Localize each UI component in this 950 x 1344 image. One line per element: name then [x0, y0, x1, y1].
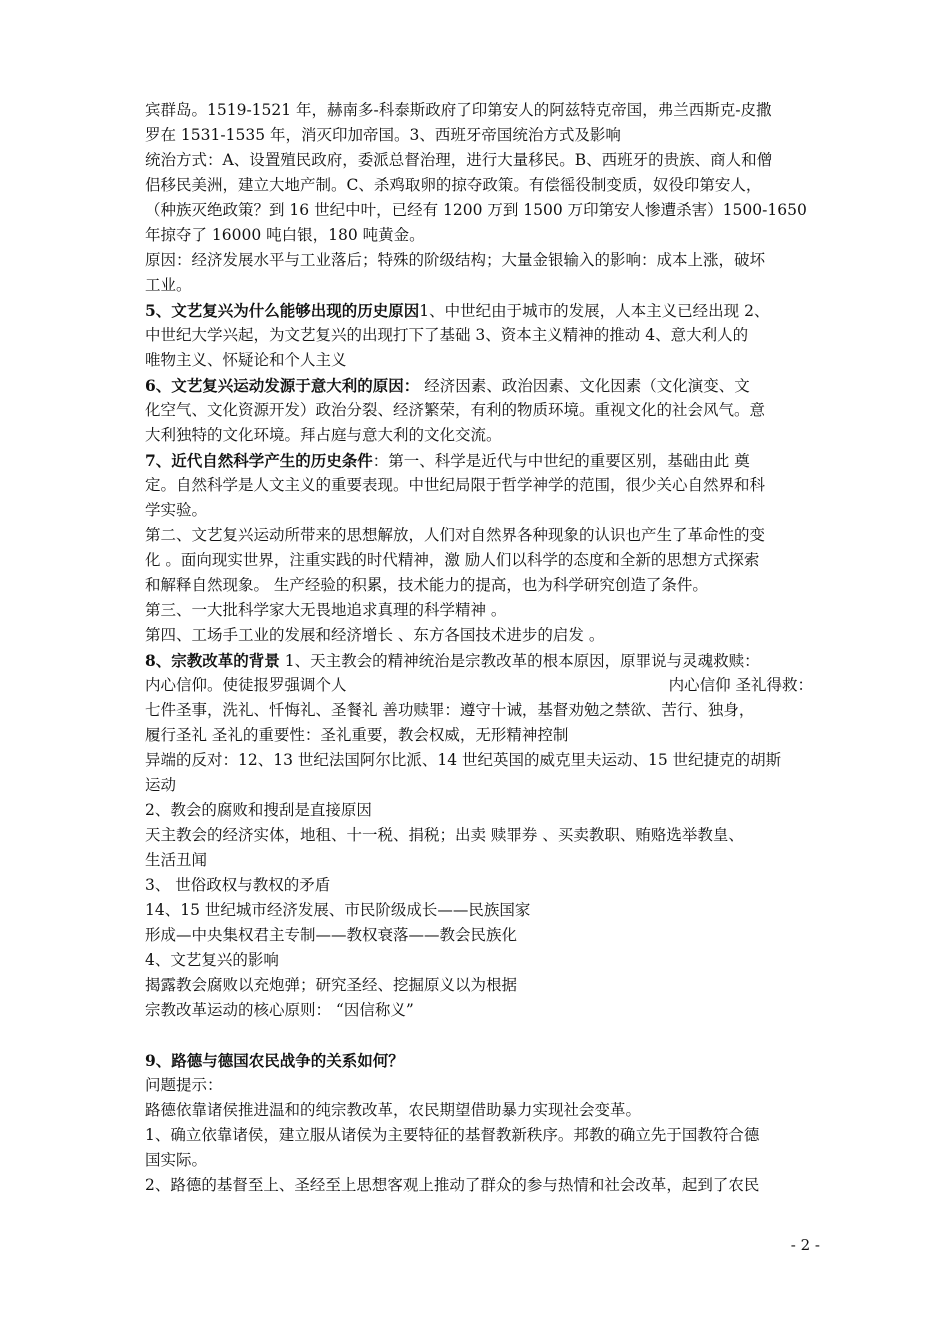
- section-text: 1、天主教会的精神统治是宗教改革的根本原因，原罪说与灵魂救赎：: [279, 652, 760, 670]
- text-line: 宾群岛。1519-1521 年，赫南多-科泰斯政府了印第安人的阿兹特克帝国，弗兰西斯克-皮撒: [145, 101, 772, 119]
- text-right: 内心信仰 圣礼得救：: [668, 676, 813, 694]
- text-line: 化空气、文化资源开发）政治分裂、经济繁荣，有利的物质环境。重视文化的社会风气。意: [145, 401, 766, 419]
- page-number: - 2 -: [790, 1236, 820, 1254]
- text-line: 原因：经济发展水平与工业落后；特殊的阶级结构；大量金银输入的影响：成本上涨，破坏: [145, 251, 766, 269]
- text-line: 第二、文艺复兴运动所带来的思想解放，人们对自然界各种现象的认识也产生了革命性的变: [145, 526, 766, 544]
- text-line: 宗教改革运动的核心原则： “因信称义”: [145, 1001, 414, 1019]
- section-heading-line: [145, 1048, 813, 1073]
- text-line: 侣移民美洲，建立大地产制。C、杀鸡取卵的掠夺政策。有偿徭役制变质，奴役印第安人，: [145, 176, 762, 194]
- section-heading: 7、近代自然科学产生的历史条件: [145, 451, 373, 470]
- text-line: 揭露教会腐败以充炮弹；研究圣经、挖掘原义以为根据: [145, 976, 518, 994]
- text-line: 大利独特的文化环境。拜占庭与意大利的文化交流。: [145, 426, 502, 444]
- section-text: 1、中世纪由于城市的发展，人本主义已经出现 2、: [419, 302, 770, 320]
- text-line: 异端的反对：12、13 世纪法国阿尔比派、14 世纪英国的威克里夫运动、15 世纪捷克的胡斯: [145, 751, 782, 769]
- text-left: 内心信仰。使徒报罗强调个人: [145, 676, 347, 694]
- text-line: 4、文艺复兴的影响: [145, 951, 279, 969]
- section-text: 经济因素、政治因素、文化因素（文化演变、文: [419, 377, 750, 395]
- section-heading-line: [145, 373, 813, 398]
- blank-line: [145, 1023, 813, 1048]
- text-line: 年掠夺了 16000 吨白银，180 吨黄金。: [145, 226, 425, 244]
- document-body: [145, 98, 813, 1198]
- text-line: （种族灭绝政策？到 16 世纪中叶，已经有 1200 万到 1500 万印第安人惨遭杀害）1500-1650: [145, 201, 807, 219]
- text-line: 定。自然科学是人文主义的重要表现。中世纪局限于哲学神学的范围，很少关心自然界和科: [145, 476, 766, 494]
- section-heading: 6、文艺复兴运动发源于意大利的原因：: [145, 376, 420, 395]
- text-line: 唯物主义、怀疑论和个人主义: [145, 351, 347, 369]
- text-line: 中世纪大学兴起，为文艺复兴的出现打下了基础 3、资本主义精神的推动 4、意大利人的: [145, 326, 749, 344]
- text-line: 3、 世俗政权与教权的矛盾: [145, 876, 331, 894]
- text-line: 2、路德的基督至上、圣经至上思想客观上推动了群众的参与热情和社会改革，起到了农民: [145, 1176, 760, 1194]
- text-line: 14、15 世纪城市经济发展、市民阶级成长——民族国家: [145, 901, 531, 919]
- text-line: 形成—中央集权君主专制——教权衰落——教会民族化: [145, 926, 518, 944]
- text-line: 工业。: [145, 276, 192, 294]
- text-line: 运动: [145, 776, 177, 794]
- section-heading-line: [145, 648, 813, 673]
- text-line: 第四、工场手工业的发展和经济增长 、东方各国技术进步的启发 。: [145, 626, 605, 644]
- text-line-split: [145, 673, 813, 698]
- text-line: 履行圣礼 圣礼的重要性：圣礼重要，教会权威，无形精神控制: [145, 726, 569, 744]
- text-line: 国实际。: [145, 1151, 208, 1169]
- text-line: 问题提示：: [145, 1076, 223, 1094]
- text-line: 生活丑闻: [145, 851, 208, 869]
- section-heading-line: [145, 298, 813, 323]
- section-heading: 5、文艺复兴为什么能够出现的历史原因: [145, 301, 420, 320]
- text-line: 统治方式：A、设置殖民政府，委派总督治理，进行大量移民。B、西班牙的贵族、商人和僧: [145, 151, 773, 169]
- section-heading-line: [145, 448, 813, 473]
- text-line: 七件圣事，洗礼、忏悔礼、圣餐礼 善功赎罪：遵守十诫，基督劝勉之禁欲、苦行、独身，: [145, 701, 755, 719]
- text-line: 学实验。: [145, 501, 208, 519]
- text-line: 化 。面向现实世界，注重实践的时代精神，激 励人们以科学的态度和全新的思想方式探索: [145, 551, 760, 569]
- text-line: 2、教会的腐败和搜刮是直接原因: [145, 801, 372, 819]
- text-line: 第三、一大批科学家大无畏地追求真理的科学精神 。: [145, 601, 507, 619]
- section-heading: 9、路德与德国农民战争的关系如何？: [145, 1051, 404, 1070]
- section-heading: 8、宗教改革的背景: [145, 651, 280, 670]
- text-line: 罗在 1531-1535 年，消灭印加帝国。3、西班牙帝国统治方式及影响: [145, 126, 621, 144]
- text-line: 1、确立依靠诸侯，建立服从诸侯为主要特征的基督教新秩序。邦教的确立先于国教符合德: [145, 1126, 760, 1144]
- text-line: 和解释自然现象。 生产经验的积累，技术能力的提高，也为科学研究创造了条件。: [145, 576, 708, 594]
- section-text: ：第一、科学是近代与中世纪的重要区别，基础由此 奠: [372, 452, 750, 470]
- text-line: 路德依靠诸侯推进温和的纯宗教改革，农民期望借助暴力实现社会变革。: [145, 1101, 642, 1119]
- text-line: 天主教会的经济实体，地租、十一税、捐税；出卖 赎罪券 、买卖教职、贿赂选举教皇、: [145, 826, 744, 844]
